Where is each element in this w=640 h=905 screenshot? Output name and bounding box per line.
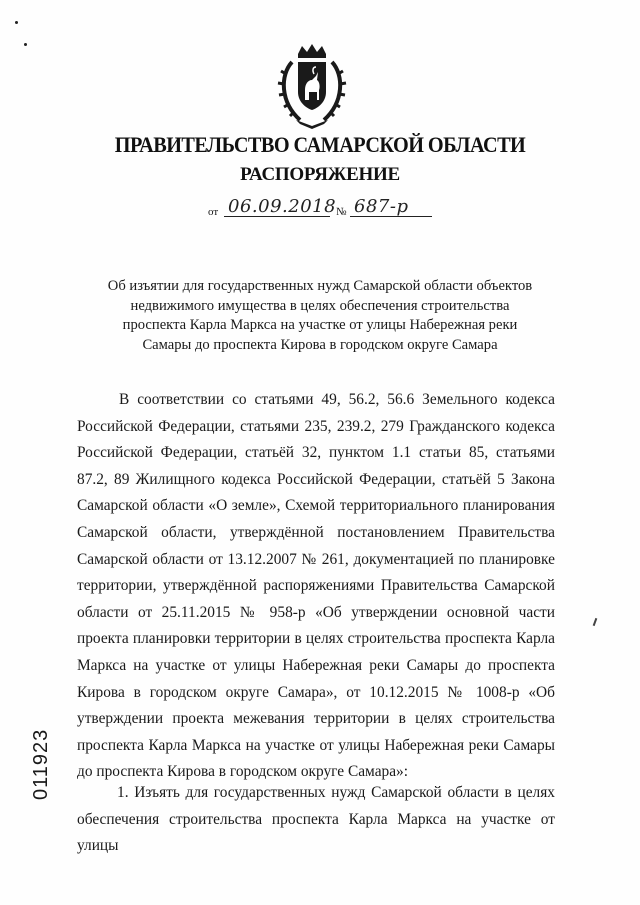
handwritten-number: 687-р [354, 196, 409, 217]
document-body [77, 387, 555, 786]
samara-coat-of-arms-icon [272, 40, 352, 130]
scan-artifact-dot [24, 43, 27, 46]
scan-artifact-dot [15, 21, 18, 24]
preamble-paragraph: В соответствии со статьями 49, 56.2, 56.6 Земельного кодекса Российской Федерации, статьями 235, 239.2, 279 Гражданского кодекса Российской Федерации, статьёй 32, пунктом 1.1 статьи 85, статьями 87.2, 89 Жилищного кодекса Российской Федерации, статьёй 5 Закона Самарской области «О земле», Схемой территориального планирования Самарской области, утверждённой постановлением Правительства Самарской области от 13.12.2007 № 261, документацией по планировке территории, утверждённой распоряжениями Правительства Самарской области от 25.11.2015 № 958-р «Об утверждении основной части проекта планировки территории в целях строительства проспекта Карла Маркса на участке от улицы Набережная реки Самары до проспекта Кирова в городском округе Самара», от 10.12.2015 № 1008-р «Об утверждении проекта межевания территории в целях строительства проспекта Карла Маркса на участке от улицы Набережная реки Самары до проспекта Кирова в городском округе Самара»: [77, 391, 555, 781]
document-type: РАСПОРЯЖЕНИЕ [240, 164, 400, 185]
date-number-line [208, 198, 448, 222]
margin-pen-mark [593, 618, 598, 626]
document-subject: Об изъятии для государственных нужд Самарской области объектов недвижимого имущества в целях обеспечения строительства проспекта Карла Маркса на участке от улицы Набережная реки Самары до проспекта Кирова в городском округе Самара [107, 278, 533, 353]
item-1-paragraph: 1. Изъять для государственных нужд Самарской области в целях обеспечения строительства проспекта Карла Маркса на участке от улицы [77, 784, 555, 855]
number-label: № [336, 206, 347, 218]
date-from-label: от [208, 206, 219, 218]
serial-number: 011923 [30, 728, 52, 800]
government-title: ПРАВИТЕЛЬСТВО САМАРСКОЙ ОБЛАСТИ [114, 132, 526, 157]
handwritten-date: 06.09.2018 [228, 196, 337, 217]
document-item-1 [77, 780, 555, 860]
